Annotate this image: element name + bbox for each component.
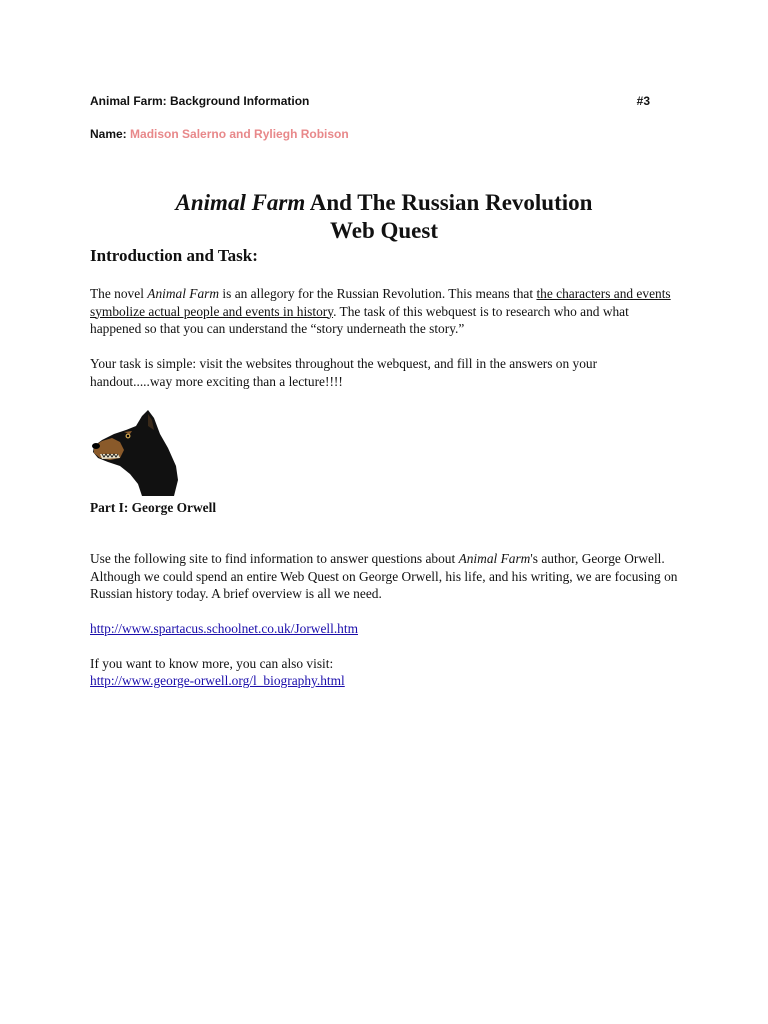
name-label: Name: [90,127,127,141]
title-line2: Web Quest [330,218,438,243]
intro-heading: Introduction and Task: [90,246,258,265]
more-info-text: If you want to know more, you can also visit: [90,656,334,671]
title-rest: And The Russian Revolution [305,190,593,215]
document-header-title: Animal Farm: Background Information [90,94,310,108]
underlined-phrase: the characters and events symbolize actual people and events in history [90,286,671,319]
page-title [0,189,768,245]
part1-paragraph: Use the following site to find information to answer questions about Animal Farm's author, George Orwell. Although we could spend an entire Web Quest on George Orwell, his life, and his writing, we are focusing on Russian history today. A brief overview is all we need. [90,551,678,601]
title-italic: Animal Farm [175,190,306,215]
part1-heading: Part I: George Orwell [90,500,217,515]
intro-paragraph: The novel Animal Farm is an allegory for the Russian Revolution. This means that the characters and events symbolize actual people and events in history. The task of this webquest is to research who and what happened so that you can understand the “story underneath the story.” [90,286,671,336]
header-row [90,94,650,108]
doberman-head-icon [90,408,182,498]
orwell-biography-link[interactable]: http://www.george-orwell.org/l_biography.html [90,673,345,688]
spartacus-link[interactable]: http://www.spartacus.schoolnet.co.uk/Jorwell.htm [90,621,359,636]
student-names: Madison Salerno and Ryliegh Robison [130,127,349,141]
name-line [90,127,650,141]
document-number: #3 [636,94,650,108]
task-paragraph: Your task is simple: visit the websites throughout the webquest, and fill in the answers on your handout.....way more exciting than a lecture!!!! [90,356,598,389]
